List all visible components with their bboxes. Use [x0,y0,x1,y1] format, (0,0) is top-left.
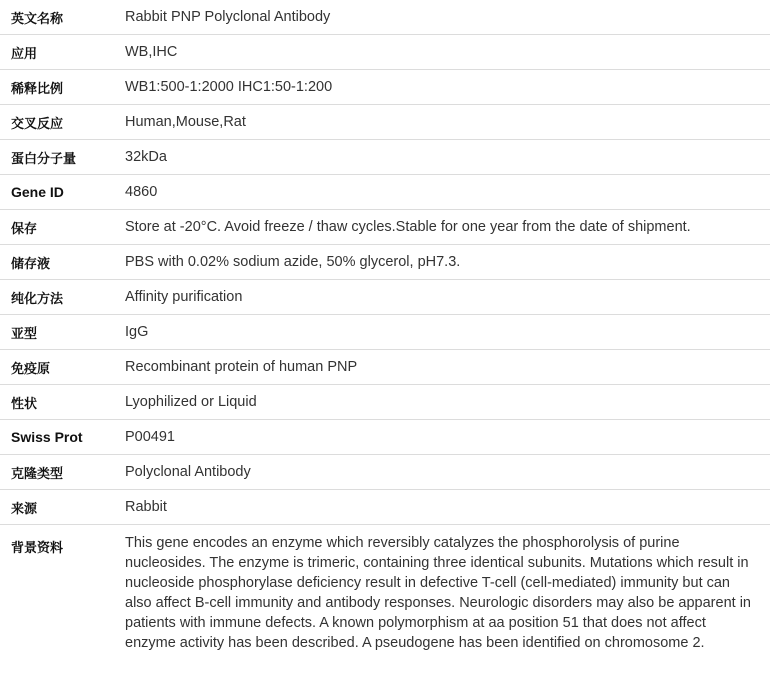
row-value: Lyophilized or Liquid [125,394,257,410]
row-purification [0,280,770,315]
row-value: Polyclonal Antibody [125,464,251,480]
row-label: 英文名称 [11,11,64,27]
row-label: 应用 [11,46,38,62]
row-storage-buffer [0,245,770,280]
row-english-name [0,0,770,35]
row-label: 储存液 [11,256,51,272]
row-application [0,35,770,70]
row-label: 背景资料 [11,541,64,556]
row-immunogen [0,350,770,385]
row-label: 纯化方法 [11,291,64,307]
row-dilution [0,70,770,105]
row-label: 免疫原 [11,361,51,377]
row-value: Recombinant protein of human PNP [125,359,358,375]
row-swiss-prot [0,420,770,455]
row-label: 稀释比例 [11,81,64,97]
row-label: 保存 [11,221,38,237]
row-value: P00491 [125,429,175,445]
row-value: WB1:500-1:2000 IHC1:50-1:200 [125,79,333,95]
row-value: Affinity purification [125,289,243,305]
row-value: Rabbit PNP Polyclonal Antibody [125,9,331,25]
row-background [0,525,770,657]
row-value: IgG [125,324,149,340]
row-storage [0,210,770,245]
row-value: 4860 [125,184,158,200]
row-value: This gene encodes an enzyme which reversibly catalyzes the phosphorolysis of purine nucleosides. The enzyme is trimeric, containing three identical subunits. Mutations which result in nucleoside phosphorylase deficiency result in defective T-cell (cell-mediated) immunity but can also affect B-cell immunity and antibody responses. Neurologic disorders may also be apparent in patients with immune defects. A known polymorphism at aa position 51 that does not affect enzyme activity has been described. A pseudogene has been identified on chromosome 2. [125,535,751,651]
row-label: Gene ID [11,184,64,200]
row-form [0,385,770,420]
row-value: WB,IHC [125,44,178,60]
row-label: Swiss Prot [11,429,83,445]
row-label: 交叉反应 [11,116,64,132]
row-value: Store at -20°C. Avoid freeze / thaw cycles.Stable for one year from the date of shipment. [125,219,691,235]
row-cross-reactivity [0,105,770,140]
row-label: 蛋白分子量 [11,151,77,167]
row-value: Rabbit [125,499,167,515]
row-value: PBS with 0.02% sodium azide, 50% glycerol, pH7.3. [125,254,461,270]
row-label: 克隆类型 [11,466,64,482]
row-label: 亚型 [11,326,38,342]
row-isotype [0,315,770,350]
row-value: 32kDa [125,149,167,165]
row-value: Human,Mouse,Rat [125,114,246,130]
row-host [0,490,770,525]
row-label: 来源 [11,501,38,517]
row-gene-id [0,175,770,210]
row-clonality [0,455,770,490]
row-label: 性状 [11,396,38,412]
row-molecular-weight [0,140,770,175]
